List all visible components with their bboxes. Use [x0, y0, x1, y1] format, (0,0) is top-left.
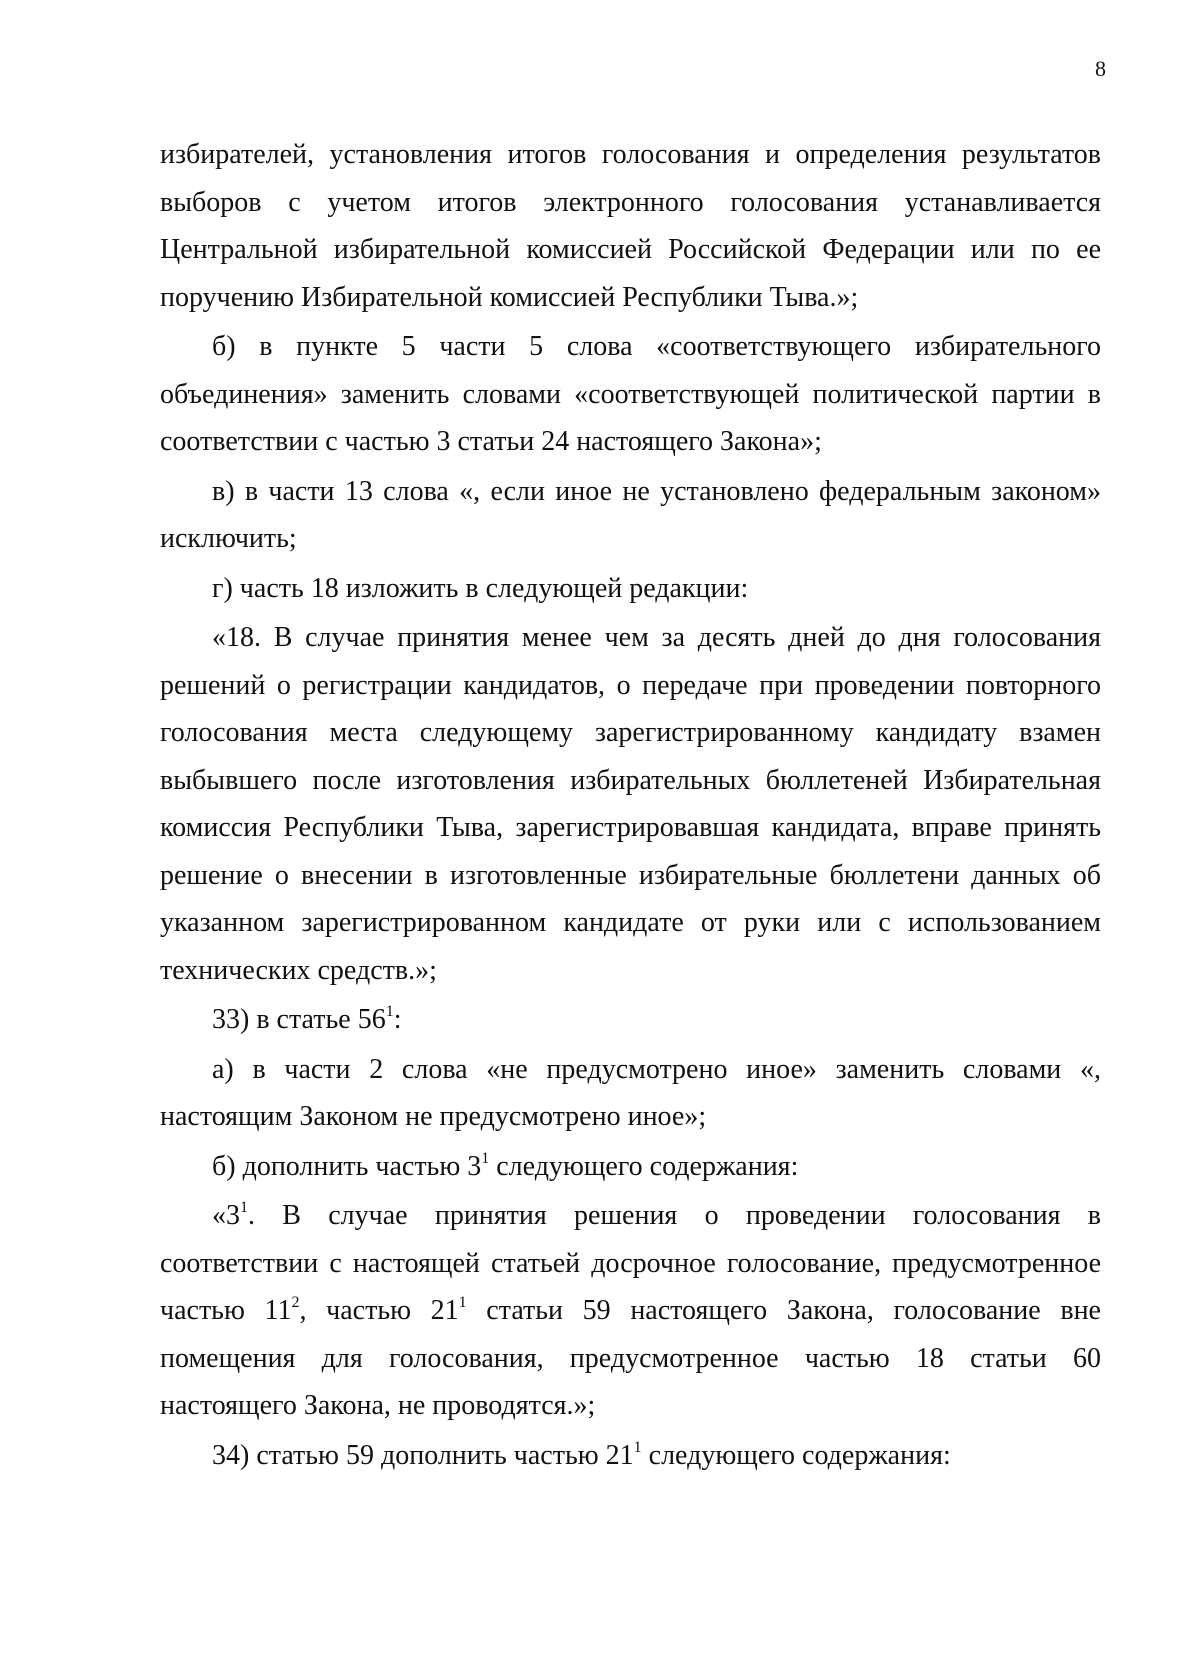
page-number: 8 — [1095, 56, 1106, 81]
superscript: 1 — [633, 1438, 642, 1456]
document-body — [160, 131, 1101, 1479]
superscript: 2 — [291, 1294, 300, 1311]
paragraph-item-33: 33) в статье $56^1$: — [212, 1003, 402, 1035]
paragraph-item-a: а) в части 2 слова «не предусмотрено иное» заменить словами «, настоящим Законом не предусмотрено иное»; — [160, 1053, 1101, 1132]
paragraph-item-b2: б) дополнить частью $3^1$ следующего содержания: — [212, 1149, 799, 1182]
paragraph-item-b: б) в пункте 5 части 5 слова «соответствующего избирательного объединения» заменить словами «соответствующей политической партии в соответствии с частью 3 статьи 24 настоящего Закона»; — [160, 331, 1101, 457]
paragraph-quote-3-1: «$3^1$. В случае принятия решения о проведении голосования в соответствии с настоящей статьей досрочное голосование, предусмотренное частью $11^2$, частью $21^1$ статьи 59 настоящего Закона, голосование вне помещения для голосования, предусмотренное частью 18 статьи 60 настоящего Закона, не проводятся.»; — [160, 1199, 1101, 1421]
superscript: 1 — [385, 1003, 394, 1020]
paragraph-continuation: избирателей, установления итогов голосования и определения результатов выборов с учетом итогов электронного голосования устанавливается Центральной избирательной комиссией Российской Федерации или по ее поручению Избирательной комиссией Республики Тыва.»; — [160, 139, 1101, 313]
superscript: 1 — [240, 1199, 248, 1216]
paragraph-quote-18: «18. В случае принятия менее чем за десять дней до дня голосования решений о регистрации кандидатов, о передаче при проведении повторного голосования места следующему зарегистрированному кандидату взамен выбывшего после изготовления избирательных бюллетеней Избирательная комиссия Республики Тыва, зарегистрировавшая кандидата, вправе принять решение о внесении в изготовленные избирательные бюллетени данных об указанном зарегистрированном кандидате от руки или с использованием технических средств.»; — [160, 622, 1101, 986]
paragraph-item-g: г) часть 18 изложить в следующей редакции: — [212, 572, 749, 604]
paragraph-item-v: в) в части 13 слова «, если иное не установлено федеральным законом» исключить; — [160, 475, 1101, 554]
paragraph-item-34: 34) статью 59 дополнить частью $21^1$ следующего содержания: — [212, 1438, 951, 1471]
superscript: 1 — [481, 1149, 490, 1167]
superscript: 1 — [458, 1294, 467, 1311]
